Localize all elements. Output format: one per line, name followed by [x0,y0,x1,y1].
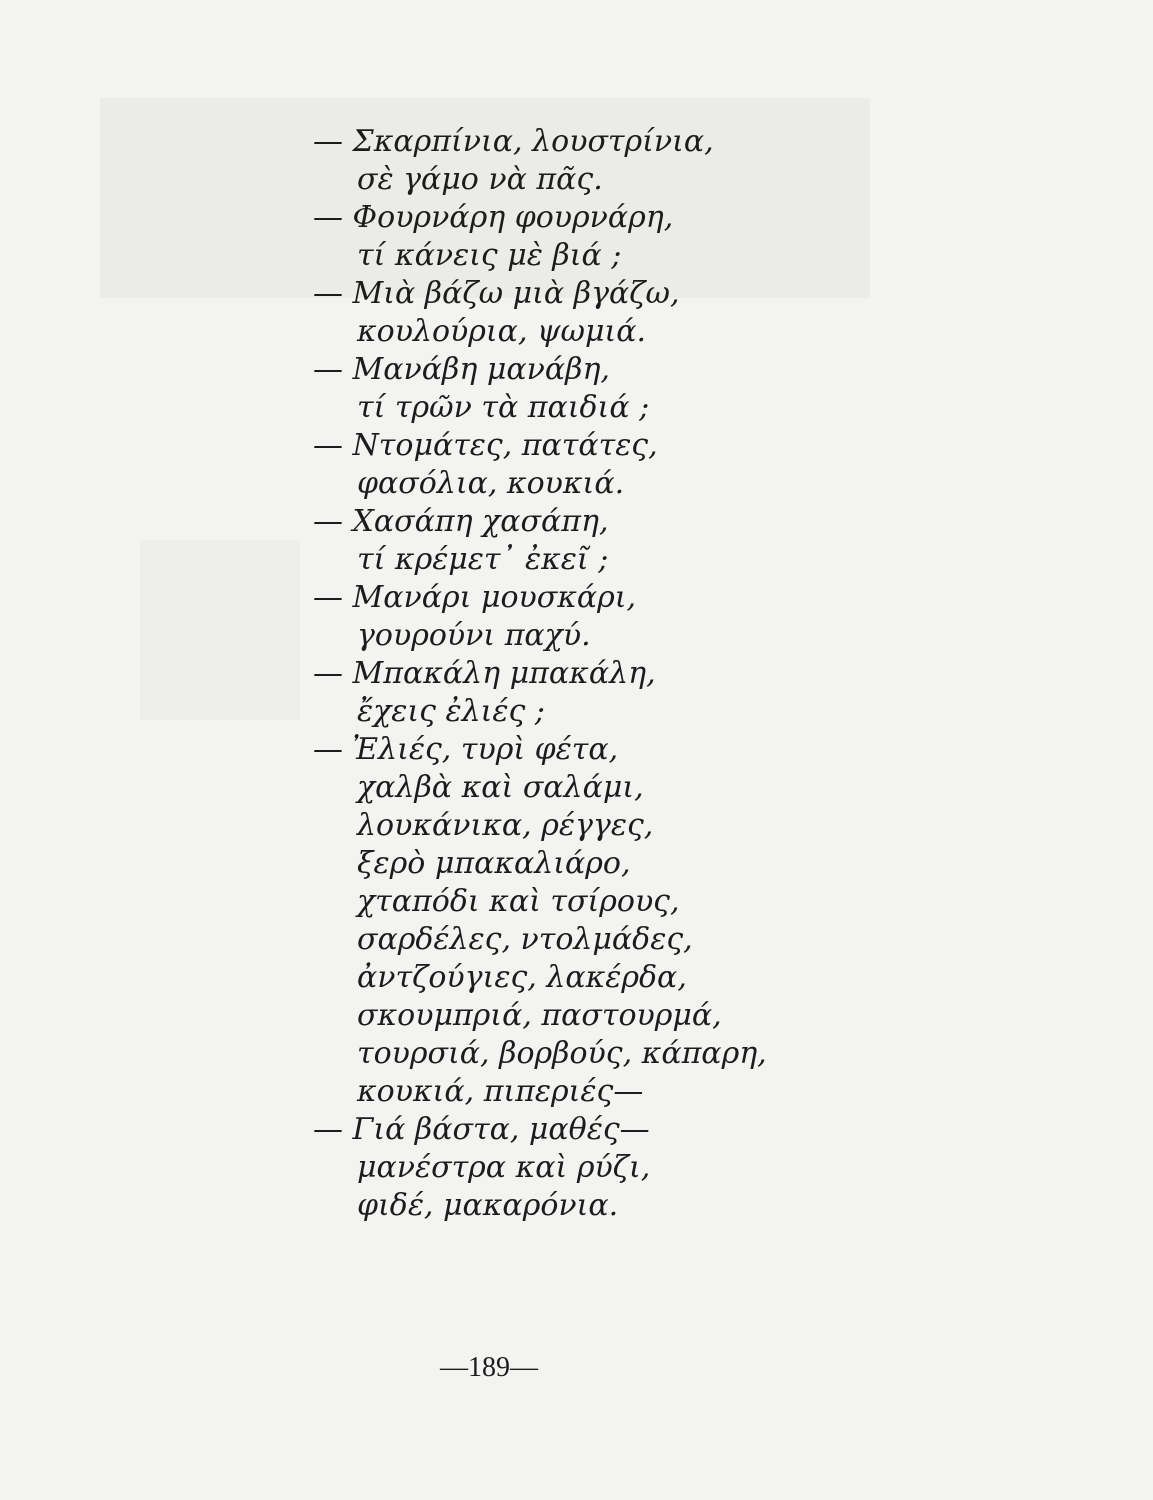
poem-line: κουλούρια, ψωμιά. [357,314,647,349]
poem-line: τί κρέμετ᾽ ἐκεῖ ; [357,542,609,577]
poem-line: γουρούνι παχύ. [357,618,591,653]
poem-line: χαλβὰ καὶ σαλάμι, [357,770,644,805]
poem-line: — Μανάβη μανάβη, [313,352,610,387]
poem-line: — Μπακάλη μπακάλη, [313,656,656,691]
poem-line: — Σκαρπίνια, λουστρίνια, [313,124,714,159]
poem-line: κουκιά, πιπεριές— [357,1074,644,1109]
poem-line: λουκάνικα, ρέγγες, [357,808,654,843]
page-number: —189— [440,1352,538,1383]
poem-line: ἀντζούγιες, λακέρδα, [357,960,687,995]
poem-line: τί κάνεις μὲ βιά ; [357,238,622,273]
poem-line: τί τρῶν τὰ παιδιά ; [357,390,650,425]
poem-line: φιδέ, μακαρόνια. [357,1188,619,1223]
poem-line: ξερὸ μπακαλιάρο, [357,846,631,881]
poem-line: — Ντομάτες, πατάτες, [313,428,658,463]
poem-line: σὲ γάμο νὰ πᾶς. [357,162,603,197]
poem-line: σκουμπριά, παστουρμά, [357,998,722,1033]
poem-line: — Μιὰ βάζω μιὰ βγάζω, [313,276,680,311]
poem-line: — Μανάρι μουσκάρι, [313,580,637,615]
poem-line: ἔχεις ἐλιές ; [357,694,545,729]
poem-line: — Φουρνάρη φουρνάρη, [313,200,674,235]
poem-line: — Χασάπη χασάπη, [313,504,609,539]
poem-line: — Ἐλιές, τυρὶ φέτα, [313,732,619,767]
poem-line: χταπόδι καὶ τσίρους, [357,884,680,919]
poem-line: φασόλια, κουκιά. [357,466,625,501]
poem-line: μανέστρα καὶ ρύζι, [357,1150,651,1185]
poem-line: σαρδέλες, ντολμάδες, [357,922,693,957]
poem-line: — Γιά βάστα, μαθές— [313,1112,650,1147]
poem-line: τουρσιά, βορβούς, κάπαρη, [357,1036,767,1071]
